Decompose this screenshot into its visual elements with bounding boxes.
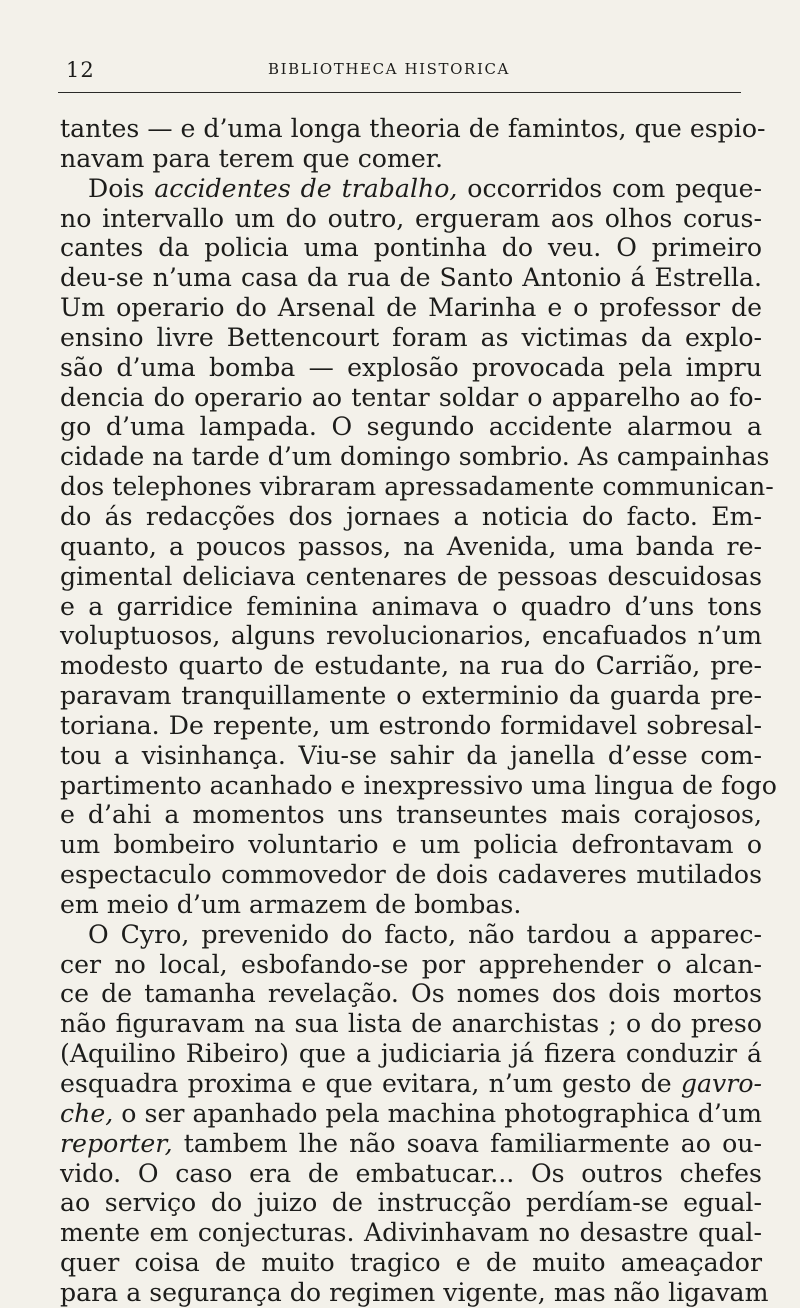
text-run: deu-se n’uma casa da rua de Santo Antonio á Estrella.	[60, 263, 762, 293]
text-line	[60, 293, 762, 323]
text-run: toriana. De repente, um estrondo formidavel sobresal-	[60, 710, 762, 740]
text-run: modesto quarto de estudante, na rua do Carrião, pre-	[60, 651, 762, 681]
text-line	[60, 800, 762, 830]
text-run: cer no local, esbofando-se por apprehender o alcan-	[60, 949, 762, 979]
text-run: tantes — e d’uma longa theoria de famintos, que espio-	[60, 114, 766, 143]
text-line	[60, 144, 762, 174]
text-line	[60, 442, 770, 472]
text-run: voluptuosos, alguns revolucionarios, encafuados n’um	[60, 621, 762, 651]
text-line	[60, 1218, 762, 1248]
text-line	[60, 323, 762, 353]
text-line	[60, 711, 762, 741]
text-run: mente em conjecturas. Adivinhavam no desastre qual-	[60, 1218, 762, 1248]
text-line	[60, 1009, 762, 1039]
text-line	[60, 562, 762, 592]
text-line	[60, 1277, 769, 1308]
text-run: navam para terem que comer.	[60, 143, 444, 173]
text-line	[60, 979, 762, 1009]
text-run: partimento acanhado e inexpressivo uma lingua de fogo	[60, 770, 777, 800]
text-line	[60, 830, 762, 860]
text-line	[60, 741, 762, 771]
text-run: o ser apanhado pela machina photographica d’um	[113, 1098, 762, 1128]
text-run: cantes da policia uma pontinha do veu. O primeiro	[60, 233, 762, 263]
text-line	[60, 412, 762, 442]
text-line	[60, 383, 762, 413]
text-line	[60, 651, 762, 681]
italic-run: che,	[60, 1098, 114, 1128]
text-run: dos telephones vibraram apressadamente communican-	[60, 472, 774, 502]
text-line	[60, 592, 762, 622]
text-line	[60, 532, 762, 562]
text-run: vido. O caso era de embatucar... Os outros chefes	[60, 1158, 762, 1188]
text-run: e d’ahi a momentos uns transeuntes mais corajosos,	[60, 800, 762, 830]
text-line	[60, 353, 762, 383]
text-run: O Cyro, prevenido do facto, não tardou a apparec-	[88, 919, 762, 949]
text-line	[60, 502, 762, 532]
text-run: ensino livre Bettencourt foram as victimas da explo-	[60, 322, 762, 352]
page-header	[58, 56, 741, 86]
text-run: são d’uma bomba — explosão provocada pela impru	[60, 352, 762, 382]
text-line	[60, 1099, 762, 1129]
text-line	[60, 1039, 762, 1069]
text-run: no intervallo um do outro, ergueram aos olhos corus-	[60, 203, 762, 233]
text-line	[60, 204, 762, 234]
page-number: 12	[66, 58, 95, 82]
text-run: gimental deliciava centenares de pessoas descuidosas	[60, 561, 762, 591]
text-line	[60, 1188, 762, 1218]
text-run: em meio d’um armazem de bombas.	[60, 889, 522, 919]
text-run: do ás redacções dos jornaes a noticia do facto. Em-	[60, 501, 762, 531]
text-line	[60, 621, 762, 651]
text-line	[60, 233, 762, 263]
text-line	[60, 890, 762, 920]
text-line	[60, 114, 766, 144]
text-run: espectaculo commovedor de dois cadaveres mutilados	[60, 860, 762, 890]
text-run: go d’uma lampada. O segundo accidente alarmou a	[60, 412, 762, 442]
text-run: esquadra proxima e que evitara, n’um gesto de	[60, 1069, 681, 1098]
italic-run: accidentes de trabalho,	[154, 173, 458, 203]
text-run: quer coisa de muito tragico e de muito ameaçador	[60, 1248, 762, 1278]
text-line	[60, 1129, 762, 1159]
text-line	[60, 1248, 762, 1278]
text-run: não figuravam na sua lista de anarchistas ; o do preso	[60, 1009, 762, 1039]
text-run: Dois	[88, 173, 155, 203]
text-run: ce de tamanha revelação. Os nomes dos dois mortos	[60, 979, 762, 1009]
text-line	[60, 950, 762, 980]
body-text	[60, 114, 777, 1308]
text-line	[60, 1069, 762, 1099]
running-title: BIBLIOTHECA HISTORICA	[268, 60, 510, 78]
text-line	[60, 920, 762, 950]
text-line	[60, 174, 762, 204]
text-run: paravam tranquillamente o exterminio da guarda pre-	[60, 681, 762, 711]
text-run: tou a visinhança. Viu-se sahir da janella d’esse com-	[60, 740, 762, 770]
text-line	[60, 263, 762, 293]
text-run: quanto, a poucos passos, na Avenida, uma banda re-	[60, 531, 762, 561]
text-run: (Aquilino Ribeiro) que a judiciaria já fizera conduzir á	[60, 1039, 762, 1069]
text-run: e a garridice feminina animava o quadro d’uns tons	[60, 591, 762, 621]
text-run: um bombeiro voluntario e um policia defrontavam o	[60, 830, 762, 860]
text-run: ao serviço do juizo de instrucção perdíam-se egual-	[60, 1188, 762, 1218]
italic-run: reporter,	[60, 1128, 173, 1158]
text-line	[60, 1159, 762, 1189]
italic-run: gavro-	[680, 1069, 762, 1098]
text-line	[60, 681, 762, 711]
text-run: tambem lhe não soava familiarmente ao ou-	[172, 1128, 762, 1158]
text-run: occorridos com peque-	[457, 173, 762, 203]
text-line	[60, 860, 762, 890]
text-run: dencia do operario ao tentar soldar o apparelho ao fo-	[60, 382, 762, 412]
header-rule	[58, 92, 741, 93]
text-run: Um operario do Arsenal de Marinha e o professor de	[60, 293, 762, 323]
text-line	[60, 770, 777, 801]
text-run: cidade na tarde d’um domingo sombrio. As campainhas	[60, 442, 770, 472]
text-line	[60, 472, 774, 502]
text-run: para a segurança do regimen vigente, mas não ligavam	[60, 1277, 769, 1307]
